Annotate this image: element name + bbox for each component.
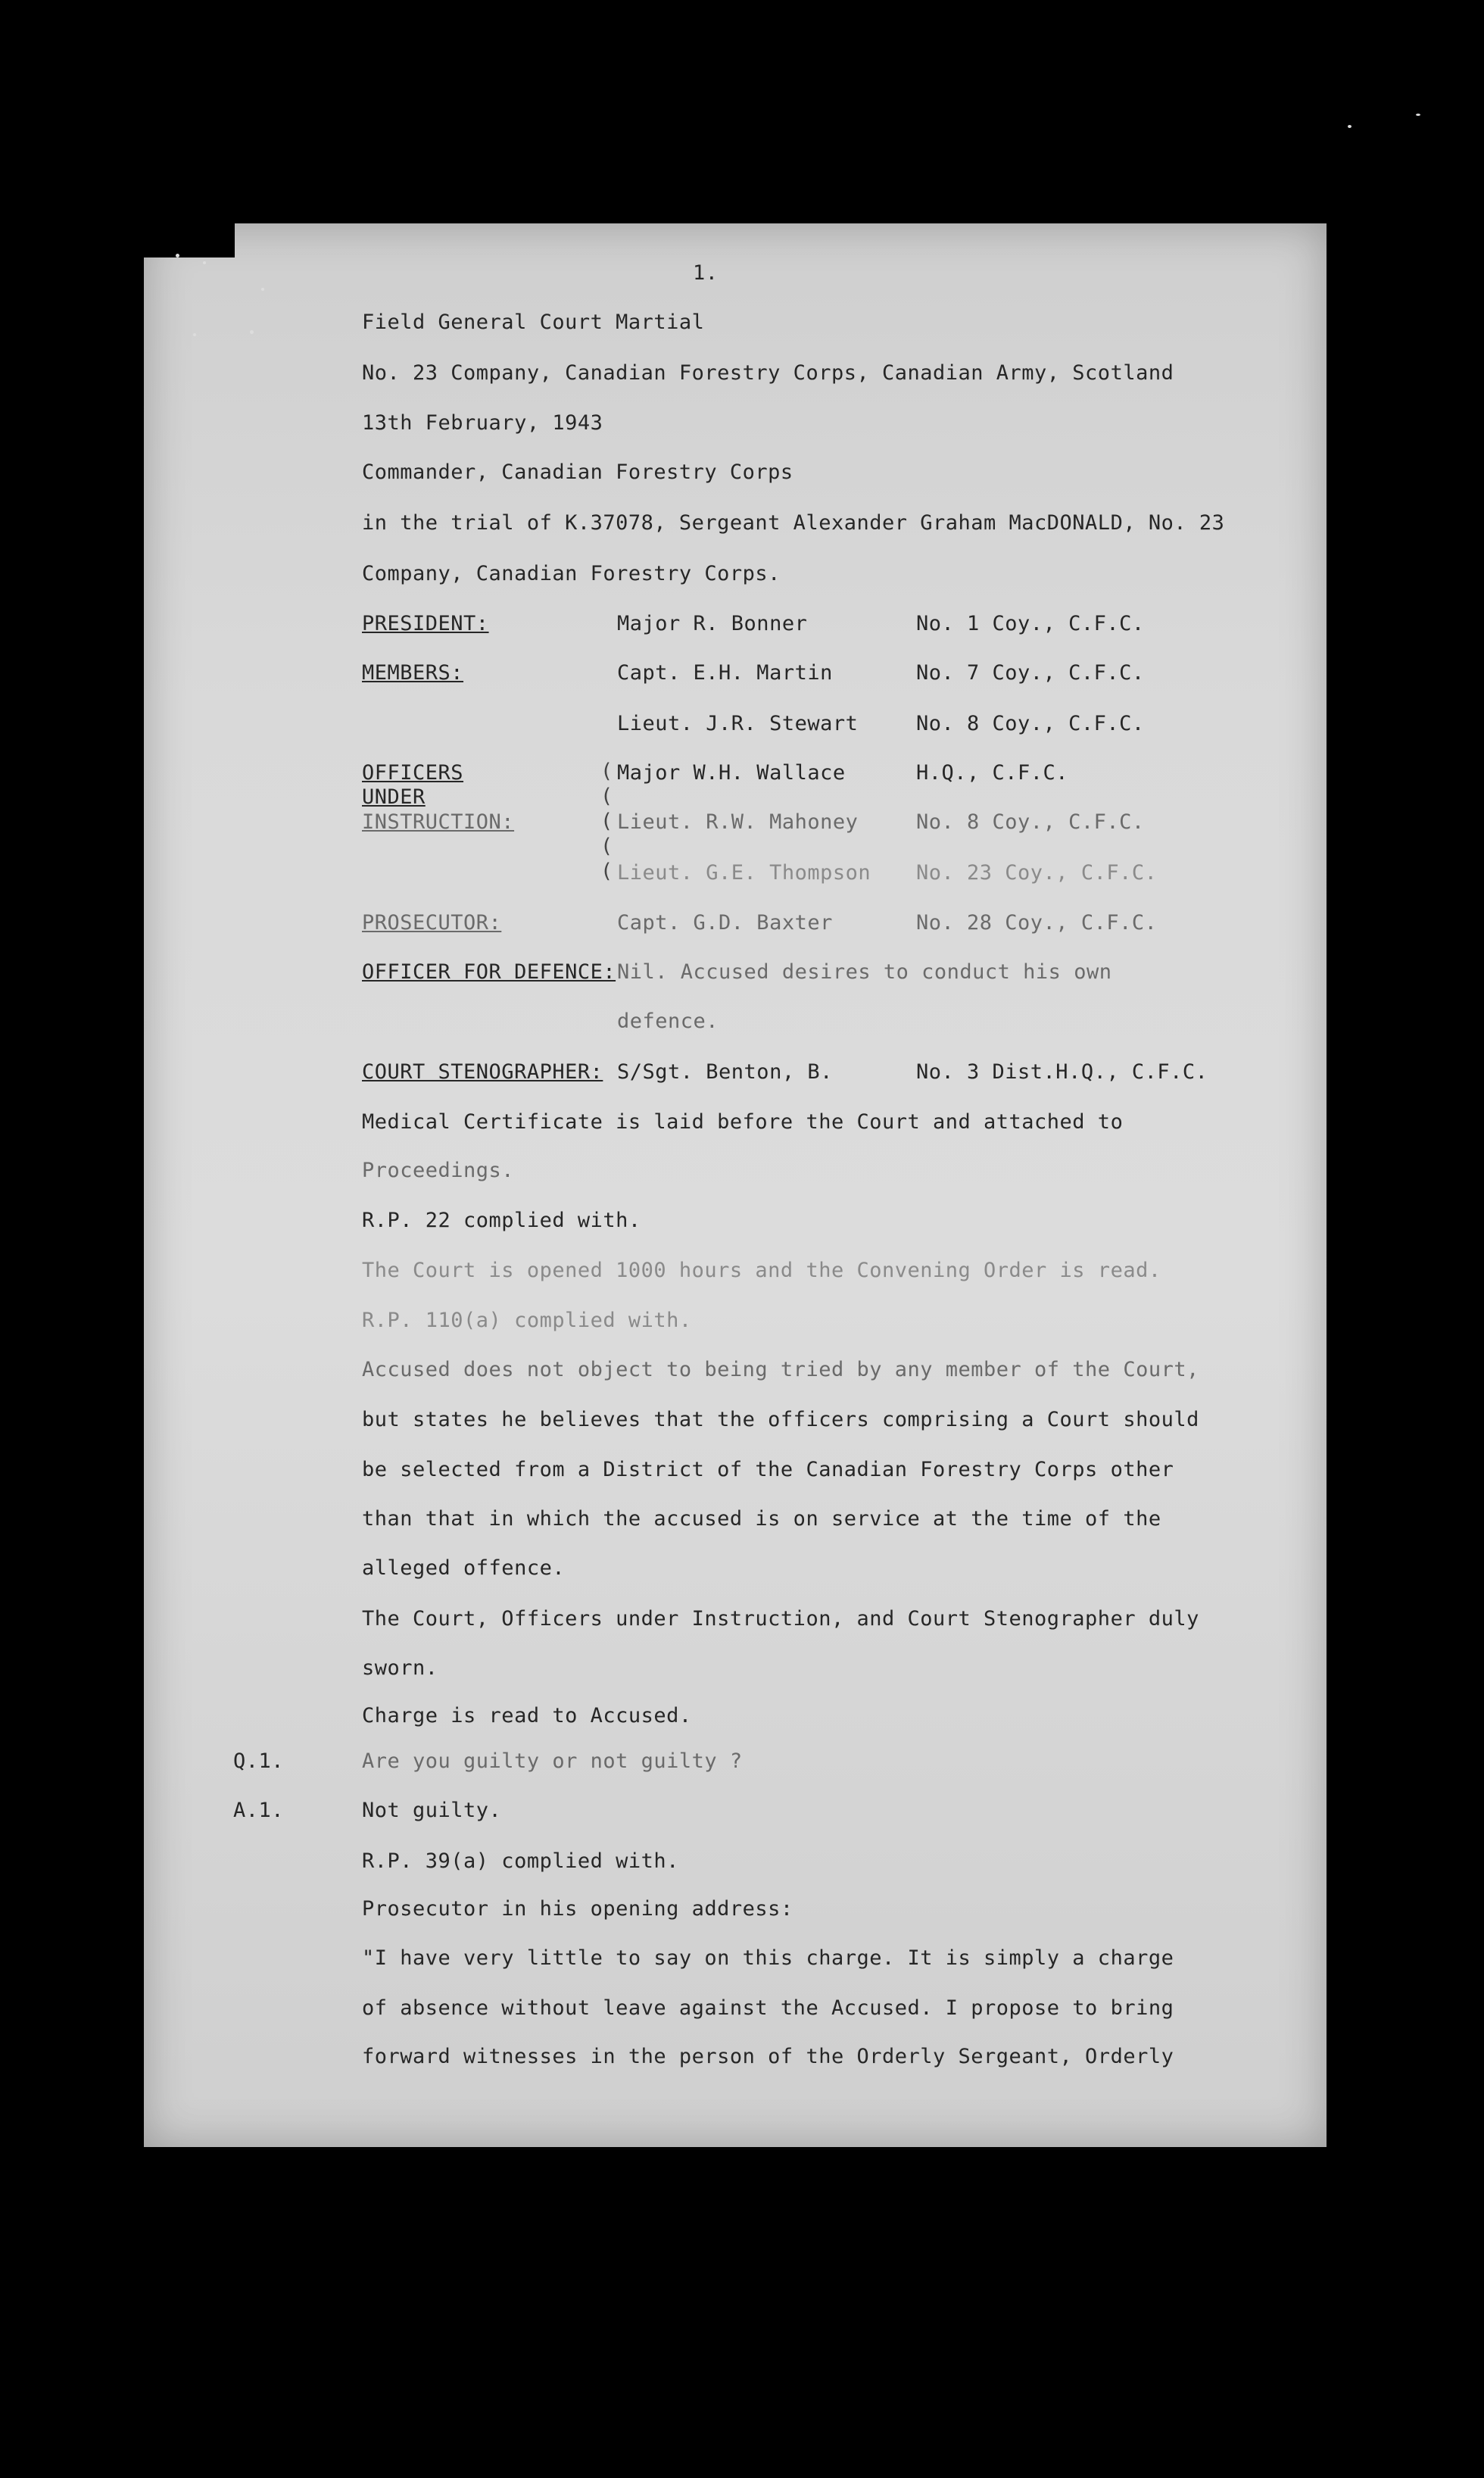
body-line: Medical Certificate is laid before the Court and attached to [362, 1110, 1124, 1134]
body-line: R.P. 22 complied with. [362, 1209, 641, 1232]
officer-3-unit: No. 23 Coy., C.F.C. [916, 861, 1158, 885]
speck [203, 261, 206, 264]
defence-text-2: defence. [617, 1010, 719, 1033]
body-line: "I have very little to say on this charge. It is simply a charge [362, 1946, 1174, 1970]
page-number: 1. [693, 261, 719, 285]
court-date: 13th February, 1943 [362, 411, 603, 435]
prosecutor-label: PROSECUTOR: [362, 911, 502, 935]
officer-3-name: Lieut. G.E. Thompson [617, 861, 871, 885]
members-label: MEMBERS: [362, 661, 464, 685]
answer-marker: A.1. [233, 1799, 285, 1822]
speck [261, 288, 264, 291]
speck [193, 333, 196, 336]
stenographer-name: S/Sgt. Benton, B. [617, 1060, 833, 1084]
question-marker: Q.1. [233, 1749, 285, 1773]
bracket-glyph: ( [600, 760, 613, 783]
prosecutor-unit: No. 28 Coy., C.F.C. [916, 911, 1158, 935]
officer-2-unit: No. 8 Coy., C.F.C. [916, 810, 1145, 834]
president-label: PRESIDENT: [362, 612, 489, 635]
torn-corner [144, 223, 235, 257]
speck [250, 330, 254, 334]
officers-label-1: OFFICERS [362, 761, 464, 785]
stenographer-unit: No. 3 Dist.H.Q., C.F.C. [916, 1060, 1208, 1084]
defence-text-1: Nil. Accused desires to conduct his own [617, 960, 1112, 984]
body-line: R.P. 110(a) complied with. [362, 1309, 692, 1332]
body-line: alleged offence. [362, 1556, 566, 1580]
defence-label: OFFICER FOR DEFENCE: [362, 960, 616, 984]
body-line: R.P. 39(a) complied with. [362, 1849, 679, 1873]
officer-1-unit: H.Q., C.F.C. [916, 761, 1069, 785]
body-line: sworn. [362, 1656, 438, 1680]
convening-authority: Commander, Canadian Forestry Corps [362, 460, 793, 484]
officers-label-3: INSTRUCTION: [362, 810, 515, 834]
officer-2-name: Lieut. R.W. Mahoney [617, 810, 859, 834]
stenographer-label: COURT STENOGRAPHER: [362, 1060, 603, 1084]
body-line: Not guilty. [362, 1799, 502, 1822]
bracket-glyph: ( [600, 810, 613, 833]
member-2-name: Lieut. J.R. Stewart [617, 712, 859, 735]
body-line: Prosecutor in his opening address: [362, 1897, 793, 1921]
body-line: Charge is read to Accused. [362, 1704, 692, 1727]
body-line: Accused does not object to being tried by any member of the Court, [362, 1358, 1199, 1381]
body-line: but states he believes that the officers comprising a Court should [362, 1408, 1199, 1431]
trial-line-2: Company, Canadian Forestry Corps. [362, 562, 781, 585]
body-line: Are you guilty or not guilty ? [362, 1749, 743, 1773]
prosecutor-name: Capt. G.D. Baxter [617, 911, 833, 935]
body-line: than that in which the accused is on service at the time of the [362, 1507, 1161, 1531]
president-unit: No. 1 Coy., C.F.C. [916, 612, 1145, 635]
officer-1-name: Major W.H. Wallace [617, 761, 846, 785]
body-line: of absence without leave against the Accused. I propose to bring [362, 1996, 1174, 2020]
officers-label-2: UNDER [362, 785, 426, 809]
member-1-name: Capt. E.H. Martin [617, 661, 833, 685]
body-line: forward witnesses in the person of the Orderly Sergeant, Orderly [362, 2045, 1174, 2068]
body-line: The Court is opened 1000 hours and the Convening Order is read. [362, 1259, 1161, 1282]
member-1-unit: No. 7 Coy., C.F.C. [916, 661, 1145, 685]
bracket-glyph: ( [600, 785, 613, 808]
body-line: Proceedings. [362, 1159, 515, 1182]
court-type: Field General Court Martial [362, 311, 705, 334]
speck [176, 254, 179, 257]
bracket-glyph: ( [600, 835, 613, 858]
president-name: Major R. Bonner [617, 612, 808, 635]
speck [1416, 114, 1420, 116]
body-line: be selected from a District of the Canadian Forestry Corps other [362, 1458, 1174, 1481]
court-place: No. 23 Company, Canadian Forestry Corps, Canadian Army, Scotland [362, 361, 1174, 385]
body-line: The Court, Officers under Instruction, and Court Stenographer duly [362, 1607, 1199, 1631]
member-2-unit: No. 8 Coy., C.F.C. [916, 712, 1145, 735]
speck [1348, 125, 1352, 128]
bracket-glyph: ( [600, 860, 613, 883]
trial-line-1: in the trial of K.37078, Sergeant Alexander Graham MacDONALD, No. 23 [362, 511, 1225, 535]
